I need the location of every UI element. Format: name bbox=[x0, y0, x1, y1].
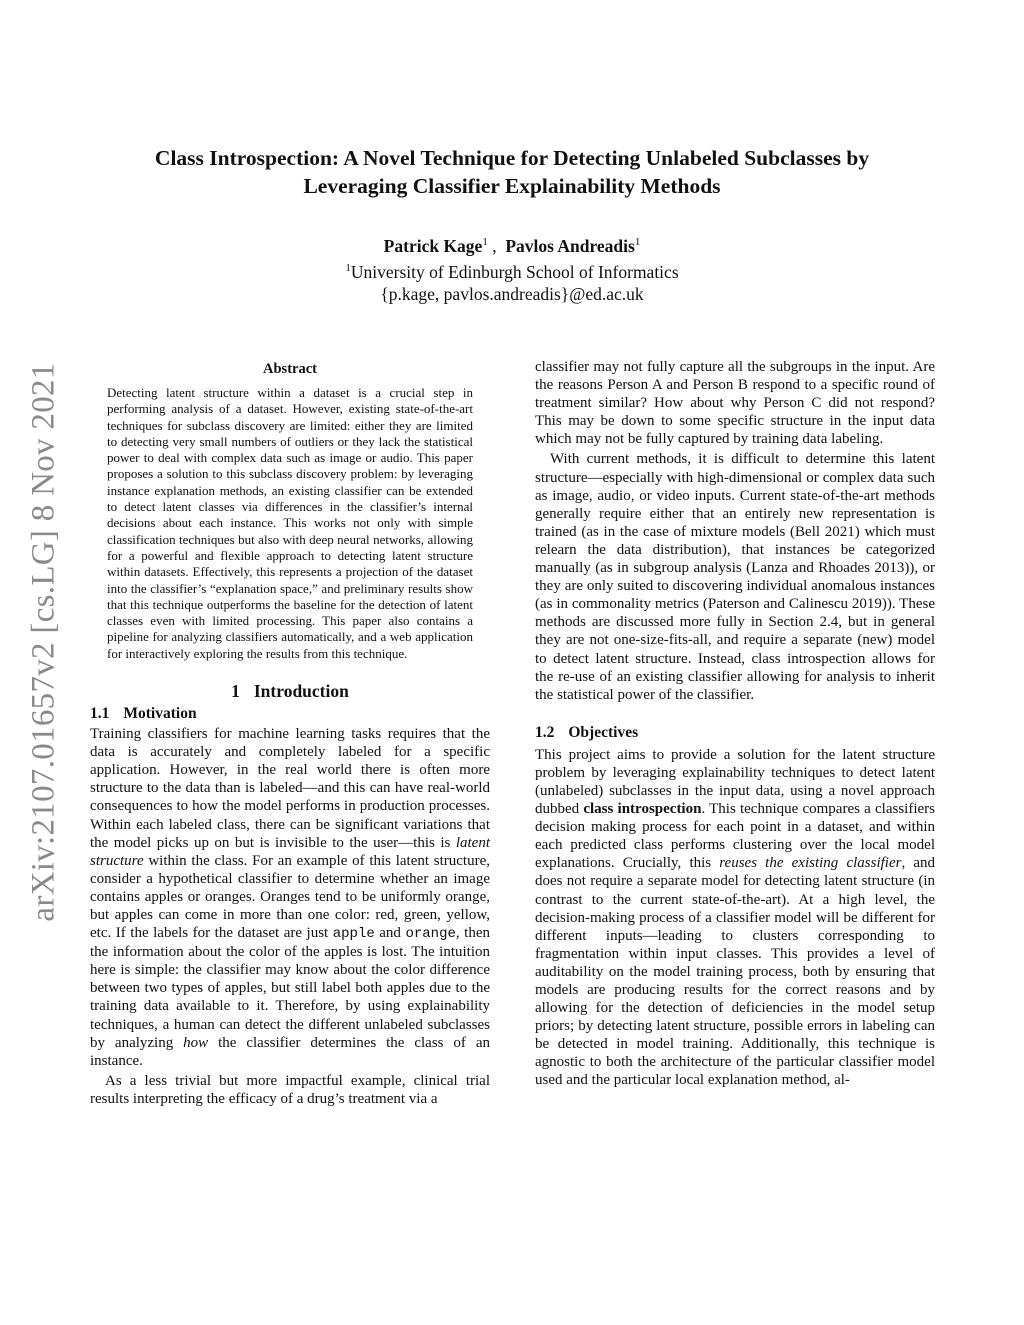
author-block bbox=[60, 231, 964, 305]
subsection-heading-motivation bbox=[90, 705, 490, 723]
section-number: 1 bbox=[231, 681, 240, 702]
text-run: Training classifiers for machine learning tasks requires that the data is accurately and completely labeled for a specific application. However, in the real world there is often more structure to the data than is labeled—and this can have real-world consequences to how the model performs in production processes. Within each labeled class, there can be significant variations that the model picks up on but is invisible to the user—this is bbox=[90, 726, 490, 851]
subsection-number: 1.1 bbox=[90, 705, 110, 723]
text-run: within the class. For an example of this latent structure, consider a hypothetical classifier to determine whether an image contains apples or oranges. Oranges tend to be uniformly orange, but apples can come in more than one color: red, green, yellow, etc. If the labels for the dataset are just bbox=[90, 852, 490, 942]
author-2: Pavlos Andreadis bbox=[505, 235, 635, 256]
author-1: Patrick Kage bbox=[383, 235, 483, 256]
term-class-introspection: class introspection bbox=[583, 801, 702, 818]
text-run: the classifier determines the class of an instance. bbox=[90, 1034, 490, 1069]
subsection-title: Motivation bbox=[123, 705, 197, 723]
title-line-2: Leveraging Classifier Explainability Methods bbox=[303, 174, 721, 198]
abstract-text: Detecting latent structure within a dataset is a crucial step in performing analysis of a dataset. However, existing state-of-the-art techniques for subclass discovery are limited: either they are limited to detecting very small numbers of outliers or they lack the statistical power to deal with complex data such as image or audio. This paper proposes a solution to this subclass discovery problem: by leveraging instance explanation methods, an existing classifier can be extended to detect latent classes via differences in the classifier’s internal decisions about each instance. This works not only with simple classification techniques but also with deep neural networks, allowing for a powerful and flexible approach to detecting latent structure within datasets. Effectively, this represents a projection of the dataset into the classifier’s “explanation space,” and preliminary results show that this technique outperforms the baseline for the detection of latent classes even with limited processing. This paper also contains a pipeline for analyzing classifiers automatically, and a web application for interactively exploring the results from this technique. bbox=[107, 385, 473, 661]
code-apple: apple bbox=[332, 926, 375, 943]
paragraph-motivation-1 bbox=[90, 725, 490, 1070]
paragraph-objectives bbox=[535, 746, 935, 1090]
author-names bbox=[60, 231, 964, 257]
text-run: , and does not require a separate model for detecting latent structure (in contrast to the current state-of-the-art). At a high level, the decision-making process of a classifier model will be different for different inputs—leading to clusters corresponding to fragmentation within input classes. This provides a level of auditability on the model training process, both by ensuring that models are producing results for the correct reasons and by allowing for the detection of deficiencies in the model setup priors; by detecting latent structure, possible errors in labeling can be detected in model training. Additionally, this technique is agnostic to both the architecture of the particular classifier model used and the particular local explanation method, al- bbox=[535, 855, 935, 1089]
author-separator: , bbox=[487, 235, 506, 256]
code-orange: orange bbox=[405, 926, 456, 943]
text-run: This project aims to provide a solution for the latent structure problem by leveraging explainability techniques to detect latent (unlabeled) subclasses in the input data, using a novel approach dubbed bbox=[535, 746, 935, 818]
subsection-heading-objectives bbox=[535, 724, 935, 742]
abstract-heading: Abstract bbox=[263, 361, 317, 377]
paper-title bbox=[60, 144, 964, 200]
author-2-affiliation-mark: 1 bbox=[634, 236, 641, 248]
text-run: and bbox=[374, 925, 406, 942]
subsection-title: Objectives bbox=[568, 723, 639, 741]
affiliation bbox=[60, 257, 964, 283]
affiliation-text: University of Edinburgh School of Informatics bbox=[350, 261, 679, 282]
arxiv-identifier: arXiv:2107.01657v2 [cs.LG] 8 Nov 2021 bbox=[25, 362, 62, 922]
emphasis-reuses-classifier: reuses the existing classifier bbox=[719, 855, 902, 872]
author-1-affiliation-mark: 1 bbox=[482, 236, 488, 248]
section-heading-introduction bbox=[90, 681, 490, 702]
affiliation-mark: 1 bbox=[345, 261, 351, 274]
text-run: . This technique compares a classifiers decision making process for each point in a dataset, and within each predicted class performs clustering over the local model explanations. Crucially, this bbox=[535, 801, 935, 872]
subsection-number: 1.2 bbox=[535, 723, 555, 741]
paragraph-motivation-4: With current methods, it is difficult to determine this latent structure—especially with high-dimensional or complex data such as image, audio, or video inputs. Current state-of-the-art methods generally require either that an entirely new representation is trained (as in the case of mixture models (Bell 2021) which must relearn the data distribution), that instances be categorized manually (as in subgroup analysis (Lanza and Rhoades 2013)), or they are only suited to discovering individual anomalous instances (as in commonality metrics (Paterson and Calinescu 2019)). These methods are discussed more fully in Section 2.4, but in general they are not one-size-fits-all, and require a separate (new) model to detect latent structure. Instead, class introspection allows for the re-use of an existing classifier allowing for analysis to inherit the statistical power of the classifier. bbox=[535, 451, 935, 703]
text-run: , then the information about the color of the apples is lost. The intuition here is simple: the classifier may know about the color difference between two types of apples, but still label both apples due to the training data available to it. Therefore, by using explainability techniques, a human can detect the different unlabeled subclasses by analyzing bbox=[90, 925, 490, 1051]
left-column bbox=[90, 358, 490, 1108]
right-column bbox=[535, 358, 935, 1090]
paragraph-motivation-2: As a less trivial but more impactful example, clinical trial results interpreting the efficacy of a drug’s treatment via a bbox=[90, 1072, 490, 1107]
paragraph-motivation-3: classifier may not fully capture all the subgroups in the input. Are the reasons Person A and Person B respond to a specific round of treatment similar? How about why Person C did not respond? This may be down to some specific structure in the input data which may not be fully captured by training data labeling. bbox=[535, 359, 935, 448]
author-email: {p.kage, pavlos.andreadis}@ed.ac.uk bbox=[380, 283, 644, 304]
section-title: Introduction bbox=[253, 681, 349, 702]
emphasis-how: how bbox=[183, 1034, 209, 1051]
title-line-1: Class Introspection: A Novel Technique for Detecting Unlabeled Subclasses by bbox=[154, 146, 870, 170]
emphasis-latent-structure: latent structure bbox=[90, 834, 490, 869]
